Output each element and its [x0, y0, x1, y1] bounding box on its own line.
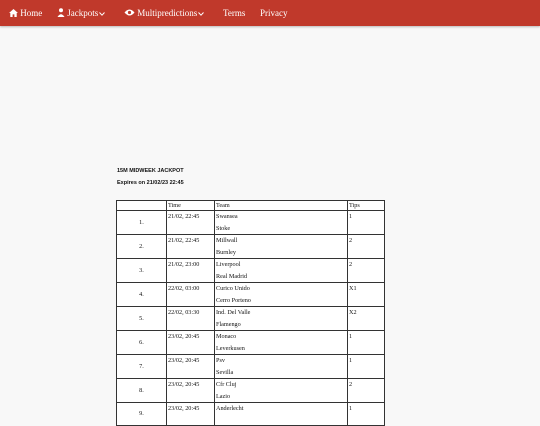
home-team: Cfr Cluj: [216, 381, 237, 388]
match-tip: 1: [348, 331, 385, 355]
row-number: 3.: [117, 259, 167, 283]
match-tip: 2: [348, 235, 385, 259]
nav-jackpots[interactable]: [57, 0, 105, 26]
match-teams: [215, 355, 348, 379]
match-time: 21/02, 22:45: [167, 235, 215, 259]
table-row: [117, 331, 385, 355]
table-row: [117, 403, 385, 426]
nav-multipredictions-label: Multipredictions: [137, 8, 198, 18]
header-time: Time: [167, 201, 215, 211]
row-number: 9.: [117, 403, 167, 426]
row-number: 4.: [117, 283, 167, 307]
top-navbar: [0, 0, 540, 26]
chevron-down-icon: [99, 10, 105, 18]
header-team: Team: [215, 201, 348, 211]
match-tip: 1: [348, 403, 385, 426]
eye-icon: [124, 8, 137, 18]
nav-multipredictions[interactable]: [124, 0, 204, 26]
match-teams: [215, 379, 348, 403]
match-time: 21/02, 22:45: [167, 211, 215, 235]
match-tip: 2: [348, 259, 385, 283]
match-tip: 1: [348, 355, 385, 379]
match-time: 22/02, 03:00: [167, 283, 215, 307]
jackpot-table: [116, 200, 385, 426]
row-number: 2.: [117, 235, 167, 259]
away-team: Sevilla: [216, 368, 234, 376]
match-teams: [215, 259, 348, 283]
row-number: 8.: [117, 379, 167, 403]
jackpot-expires: Expires on 21/02/23 22:45: [117, 180, 184, 186]
chevron-down-icon: [198, 10, 204, 18]
match-teams: [215, 211, 348, 235]
away-team: Stoke: [216, 224, 231, 232]
nav-home[interactable]: [9, 0, 42, 26]
match-teams: [215, 307, 348, 331]
nav-terms[interactable]: Terms: [223, 8, 246, 18]
table-row: [117, 283, 385, 307]
match-teams: [215, 403, 348, 426]
row-number: 7.: [117, 355, 167, 379]
home-team: Swansea: [216, 213, 238, 220]
match-teams: [215, 235, 348, 259]
home-team: Millwall: [216, 237, 238, 244]
match-tip: X2: [348, 307, 385, 331]
jackpot-title: 15M MIDWEEK JACKPOT: [117, 168, 184, 174]
away-team: Burnley: [216, 248, 236, 256]
match-tip: X1: [348, 283, 385, 307]
match-time: 22/02, 03:30: [167, 307, 215, 331]
table-row: [117, 379, 385, 403]
table-header-row: [117, 201, 385, 211]
match-time: 23/02, 20:45: [167, 379, 215, 403]
home-team: Curico Unido: [216, 285, 250, 292]
nav-home-label: Home: [20, 8, 43, 18]
row-number: 5.: [117, 307, 167, 331]
home-team: Liverpool: [216, 261, 241, 268]
home-team: Anderlecht: [216, 405, 244, 412]
home-team: Psv: [216, 357, 225, 364]
home-icon: [9, 8, 20, 18]
row-number: 1.: [117, 211, 167, 235]
away-team: Flamengo: [216, 320, 241, 328]
match-time: 23/02, 20:45: [167, 331, 215, 355]
away-team: Leverkusen: [216, 344, 245, 352]
table-row: [117, 355, 385, 379]
home-team: Monaco: [216, 333, 237, 340]
table-row: [117, 307, 385, 331]
header-tips: Tips: [348, 201, 385, 211]
match-tip: 1: [348, 211, 385, 235]
table-row: [117, 235, 385, 259]
nav-jackpots-label: Jackpots: [67, 8, 99, 18]
table-row: [117, 259, 385, 283]
table-row: [117, 211, 385, 235]
away-team: Lazio: [216, 392, 231, 400]
match-time: 23/02, 20:45: [167, 403, 215, 426]
match-time: 21/02, 23:00: [167, 259, 215, 283]
home-team: Ind. Del Valle: [216, 309, 251, 316]
away-team: Real Madrid: [216, 272, 248, 280]
nav-privacy[interactable]: Privacy: [260, 8, 288, 18]
header-index: [117, 201, 167, 211]
row-number: 6.: [117, 331, 167, 355]
match-teams: [215, 283, 348, 307]
match-teams: [215, 331, 348, 355]
away-team: Cerro Porteno: [216, 296, 251, 304]
match-tip: 2: [348, 379, 385, 403]
match-time: 23/02, 20:45: [167, 355, 215, 379]
user-icon: [57, 8, 67, 18]
